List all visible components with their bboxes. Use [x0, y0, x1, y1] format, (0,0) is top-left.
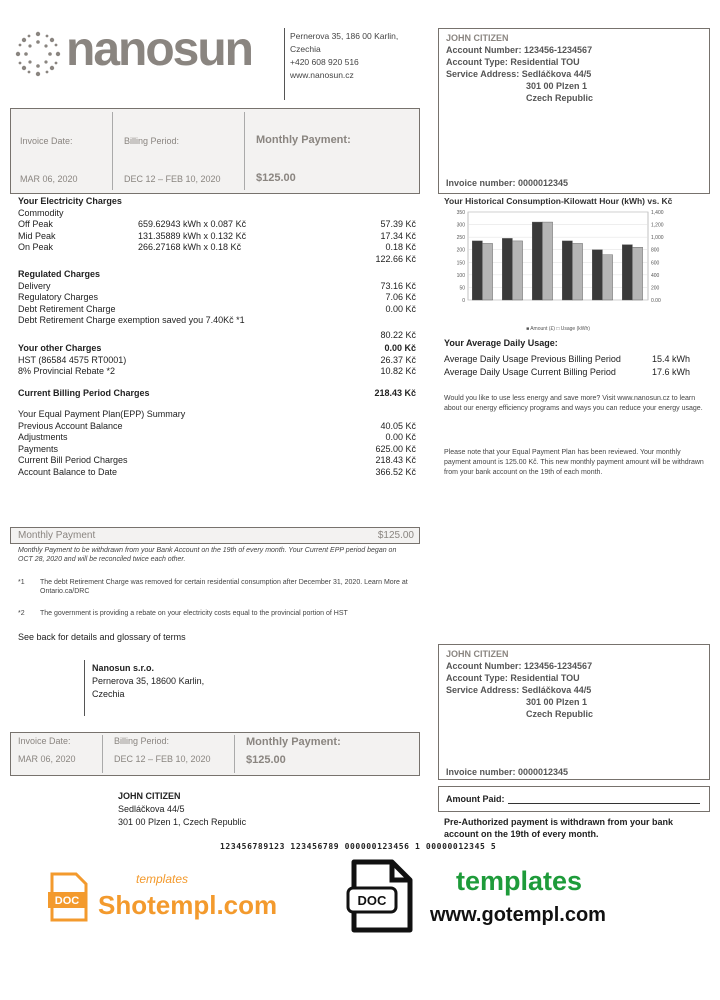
- chart-bar: [532, 222, 542, 300]
- chart-bar: [542, 222, 552, 300]
- epp-title: Your Equal Payment Plan(EPP) Summary: [18, 409, 186, 419]
- service-country: Czech Republic: [526, 93, 594, 103]
- charge-amount: 625.00 Kč: [375, 443, 416, 454]
- electricity-title: Your Electricity Charges: [18, 196, 122, 206]
- charge-row: HST (86584 4575 RT0001): [18, 354, 127, 365]
- note-1-mark: *1: [18, 579, 25, 586]
- epp-row: Payments: [18, 443, 59, 454]
- chart-y-tick: 50: [459, 285, 465, 292]
- brand-name: nanosun: [66, 23, 252, 76]
- tips-p2: Please note that your Equal Payment Plan has been reviewed. Your monthly payment amount is 125.00 Kč. This new monthly payment amount will be withdrawn from your bank account on the 19th of each month.: [444, 449, 704, 476]
- lower-monthly-payment-label: Monthly Payment:: [246, 736, 341, 748]
- preauth-note: Pre-Authorized payment is withdrawn from your bank account on the 19th of every month.: [444, 817, 674, 839]
- chart-bar: [602, 255, 612, 300]
- invoice-date-label: Invoice Date:: [20, 136, 73, 146]
- watermark-left-tag: templates: [136, 872, 189, 886]
- chart-bar: [622, 245, 632, 300]
- charge-calc: 659.62943 kWh x 0.087 Kč: [138, 219, 247, 229]
- chart-title: Your Historical Consumption-Kilowatt Hour (kWh) vs. Kč: [444, 196, 673, 206]
- chart-bar: [592, 250, 602, 300]
- lower-account-type: Account Type: Residential TOU: [446, 673, 580, 683]
- charge-amount: 0.00 Kč: [385, 432, 416, 442]
- charge-amount: 17.34 Kč: [380, 230, 416, 241]
- charge-amount: 7.06 Kč: [385, 292, 416, 302]
- chart-bar: [472, 241, 482, 300]
- watermark-right-title: templates: [456, 866, 583, 896]
- chart-bar: [502, 238, 512, 300]
- doc-file-icon-orange: [48, 872, 90, 924]
- see-back: See back for details and glossary of terms: [18, 632, 186, 642]
- charge-amount: 218.43 Kč: [375, 455, 416, 465]
- lower-billing-period: DEC 12 – FEB 10, 2020: [114, 754, 211, 764]
- lower-invoice-date-label: Invoice Date:: [18, 736, 71, 746]
- note-main: Monthly Payment to be withdrawn from your Bank Account on the 19th of every month. Your Current EPP period began on OCT 28, 2020 and will be reconciled twice each other.: [18, 547, 397, 563]
- charge-row: Delivery: [18, 280, 51, 291]
- tips-p1: Would you like to use less energy and save more? Visit www.nanosun.cz to learn about our energy efficiency programs and ways you can reduce your energy usage.: [444, 395, 703, 412]
- service-city: 301 00 Plzen 1: [526, 81, 588, 91]
- account-number: Account Number: 123456-1234567: [446, 45, 593, 55]
- avg-prev-value: 15.4 kWh: [652, 354, 691, 364]
- chart-y-tick: 100: [456, 272, 465, 279]
- chart-bar: [572, 243, 582, 300]
- charge-row: Mid Peak: [18, 230, 56, 241]
- charge-row: Off Peak: [18, 219, 53, 229]
- avg-curr-label: Average Daily Usage Current Billing Period: [444, 367, 616, 377]
- charge-amount: 10.82 Kč: [380, 366, 416, 376]
- charge-amount: 0.00 Kč: [384, 343, 416, 353]
- sun-burst-icon: [14, 30, 62, 78]
- chart-bar: [632, 247, 642, 300]
- doc-file-icon-black: [346, 858, 416, 934]
- lower-account-number: Account Number: 123456-1234567: [446, 661, 593, 671]
- chart-bar: [562, 241, 572, 300]
- account-type: Account Type: Residential TOU: [446, 57, 580, 67]
- chart-plot-area: [468, 212, 648, 300]
- charge-amount: 73.16 Kč: [380, 280, 416, 291]
- charge-calc: 131.35889 kWh x 0.132 Kč: [138, 230, 247, 241]
- amount-paid-label: Amount Paid:: [446, 794, 505, 804]
- charge-row: 8% Provincial Rebate *2: [18, 366, 116, 376]
- watermark-right-url: www.gotempl.com: [430, 904, 606, 926]
- charge-amount: 40.05 Kč: [380, 420, 416, 431]
- invoice-number: Invoice number: 0000012345: [446, 178, 569, 188]
- chart-bar: [482, 243, 492, 300]
- epp-row: Adjustments: [18, 432, 68, 442]
- lower-account-name: JOHN CITIZEN: [446, 649, 509, 659]
- exemption-note: Debt Retirement Charge exemption saved you 7.40Kč *1: [18, 315, 245, 325]
- charge-amount: 366.52 Kč: [375, 466, 416, 477]
- note-1: The debt Retirement Charge was removed for certain residential consumption after December 31, 2020. Learn More at Ontario.ca/DRC: [40, 579, 408, 595]
- charge-amount: 0.00 Kč: [385, 303, 416, 314]
- chart-y-tick: 0: [462, 298, 465, 304]
- chart-y-tick: 250: [456, 235, 465, 242]
- brand-phone: +420 608 920 516: [290, 57, 359, 67]
- epp-row: Account Balance to Date: [18, 466, 118, 477]
- chart-y-tick: 350: [456, 210, 465, 216]
- regulated-title: Regulated Charges: [18, 269, 101, 279]
- chart-y-tick: 300: [456, 222, 465, 229]
- charge-amount: 57.39 Kč: [380, 219, 416, 229]
- charge-amount: 218.43 Kč: [374, 387, 416, 398]
- watermark-left-brand: Shotempl.com: [98, 890, 278, 920]
- chart-y2-tick: 1,400: [651, 210, 664, 216]
- customer-line2: 301 00 Plzen 1, Czech Republic: [118, 817, 247, 827]
- charge-row: Debt Retirement Charge: [18, 303, 116, 314]
- monthly-bar-amount: $125.00: [377, 530, 414, 541]
- lower-service-address: Service Address: Sedláčkova 44/5: [446, 685, 592, 695]
- consumption-chart: [446, 206, 696, 336]
- charge-row: Regulatory Charges: [18, 292, 99, 302]
- lower-monthly-payment: $125.00: [246, 754, 286, 766]
- monthly-payment-label: Monthly Payment:: [256, 134, 351, 146]
- epp-row: Current Bill Period Charges: [18, 455, 128, 465]
- lower-invoice-number: Invoice number: 0000012345: [446, 767, 569, 777]
- avg-curr-value: 17.6 kWh: [652, 367, 691, 377]
- chart-y2-tick: 400: [651, 272, 660, 279]
- other-title: Your other Charges: [18, 343, 102, 353]
- charge-subtotal: 80.22 Kč: [380, 329, 416, 340]
- amount-paid-field[interactable]: [508, 803, 700, 804]
- chart-legend: ■ Amount (£) □ Usage (kWh): [526, 326, 590, 332]
- avg-prev-label: Average Daily Usage Previous Billing Period: [444, 354, 621, 364]
- brand-web: www.nanosun.cz: [290, 70, 354, 80]
- commodity-label: Commodity: [18, 207, 64, 218]
- chart-y-tick: 150: [456, 260, 465, 267]
- chart-y2-tick: 1,000: [651, 235, 664, 242]
- company-name: Nanosun s.r.o.: [92, 663, 155, 673]
- invoice-date-value: MAR 06, 2020: [20, 174, 78, 184]
- customer-line1: Sedláčkova 44/5: [118, 804, 185, 814]
- note-2-mark: *2: [18, 610, 25, 617]
- lower-service-country: Czech Republic: [526, 709, 594, 719]
- brand-address: Pernerova 35, 186 00 Karlin,: [290, 31, 399, 41]
- chart-y2-tick: 800: [651, 247, 660, 254]
- company-line1: Pernerova 35, 18600 Karlin,: [92, 676, 205, 686]
- charge-row: On Peak: [18, 242, 54, 252]
- chart-bar: [512, 241, 522, 300]
- lower-billing-period-label: Billing Period:: [114, 736, 170, 746]
- chart-y2-tick: 600: [651, 260, 660, 267]
- charges-section: [18, 196, 416, 516]
- barcode-line: 123456789123 123456789 000000123456 1 00000012345 5: [220, 842, 497, 851]
- charge-subtotal: 122.66 Kč: [375, 253, 416, 264]
- brand-logo: [14, 30, 62, 78]
- customer-name: JOHN CITIZEN: [118, 791, 181, 801]
- monthly-bar-label: Monthly Payment: [18, 530, 96, 541]
- chart-y2-tick: 1,200: [651, 222, 664, 229]
- avg-title: Your Average Daily Usage:: [444, 338, 558, 348]
- doc-label-black: DOC: [357, 893, 387, 908]
- chart-y2-tick: 200: [651, 285, 660, 292]
- chart-y2-tick: 0.00: [651, 298, 661, 304]
- current-billing-charges: Current Billing Period Charges: [18, 387, 150, 398]
- company-line2: Czechia: [92, 689, 125, 699]
- doc-label-orange: DOC: [54, 895, 80, 907]
- note-2: The government is providing a rebate on your electricity costs equal to the provincial portion of HST: [40, 610, 348, 617]
- account-name: JOHN CITIZEN: [446, 33, 509, 43]
- charge-amount: 26.37 Kč: [380, 354, 416, 365]
- chart-y-tick: 200: [456, 247, 465, 254]
- service-address: Service Address: Sedláčkova 44/5: [446, 69, 592, 79]
- charge-amount: 0.18 Kč: [385, 242, 416, 252]
- billing-period-value: DEC 12 – FEB 10, 2020: [124, 174, 221, 184]
- lower-service-city: 301 00 Plzen 1: [526, 697, 588, 707]
- billing-period-label: Billing Period:: [124, 136, 180, 146]
- monthly-payment-value: $125.00: [256, 172, 296, 184]
- epp-row: Previous Account Balance: [18, 420, 123, 431]
- brand-country: Czechia: [290, 44, 321, 54]
- charge-calc: 266.27168 kWh x 0.18 Kč: [138, 242, 242, 252]
- lower-invoice-date: MAR 06, 2020: [18, 754, 76, 764]
